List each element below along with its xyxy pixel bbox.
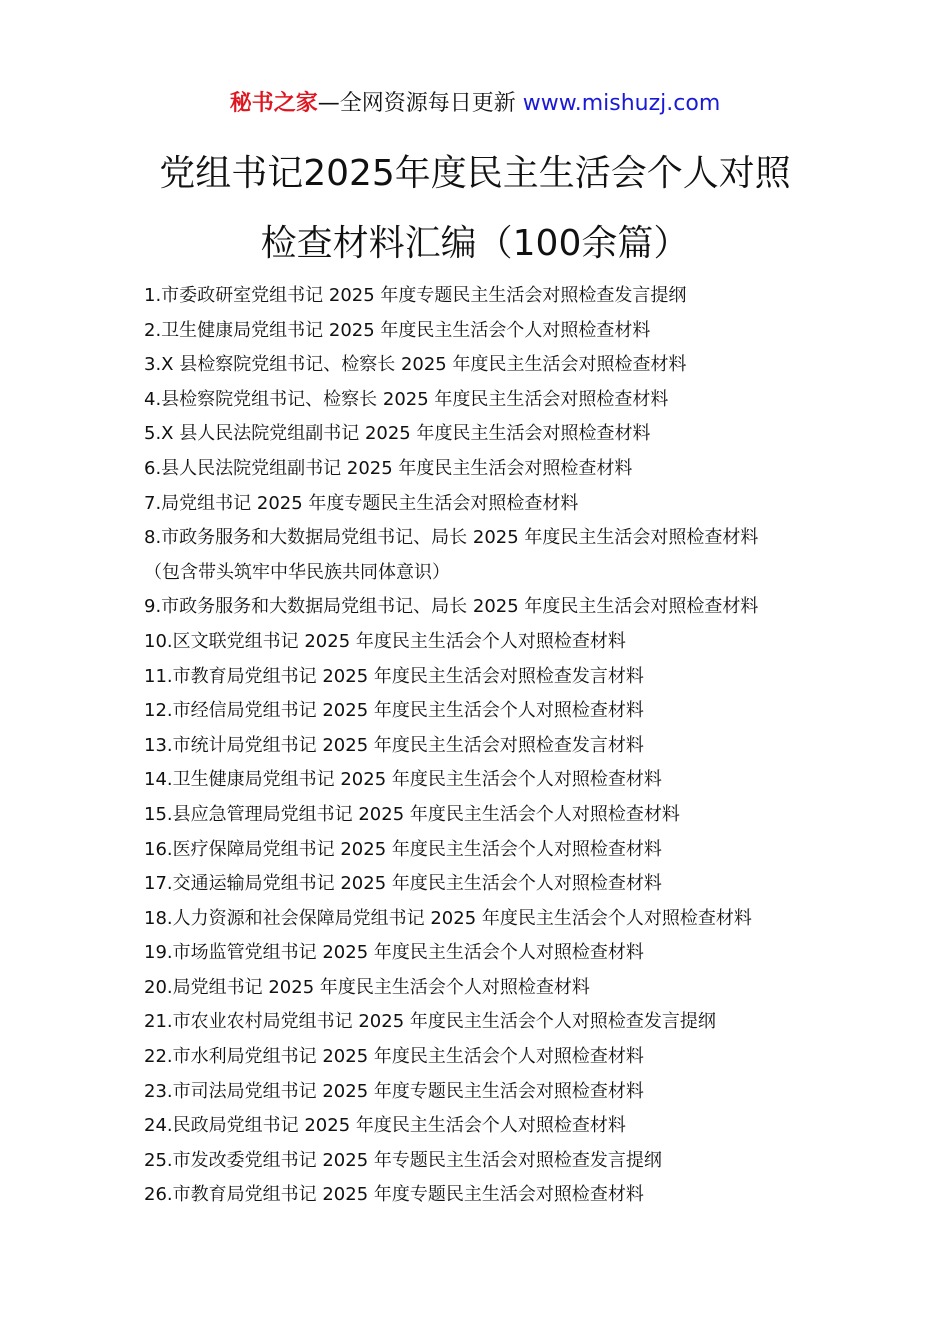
toc-item-text: 18.人力资源和社会保障局党组书记 2025 年度民主生活会个人对照检查材料 [144, 907, 752, 929]
document-title-line2: 检查材料汇编（100余篇） [260, 223, 690, 264]
toc-item-text: 11.市教育局党组书记 2025 年度民主生活会对照检查发言材料 [144, 665, 644, 687]
toc-item-text: 1.市委政研室党组书记 2025 年度专题民主生活会对照检查发言提纲 [144, 285, 687, 306]
site-url-link[interactable]: www.mishuzj.com [522, 91, 721, 116]
toc-item-text: 14.卫生健康局党组书记 2025 年度民主生活会个人对照检查材料 [144, 769, 662, 791]
toc-item-text: 6.县人民法院党组副书记 2025 年度民主生活会对照检查材料 [144, 457, 633, 479]
toc-item [144, 936, 824, 971]
toc-item-text: 26.市教育局党组书记 2025 年度专题民主生活会对照检查材料 [144, 1184, 644, 1206]
toc-item-text: 13.市统计局党组书记 2025 年度民主生活会对照检查发言材料 [144, 734, 644, 756]
toc-item [144, 590, 824, 625]
toc-item-text: 10.区文联党组书记 2025 年度民主生活会个人对照检查材料 [144, 630, 626, 652]
toc-item [144, 279, 824, 314]
toc-item-text: 21.市农业农村局党组书记 2025 年度民主生活会个人对照检查发言提纲 [144, 1011, 716, 1033]
toc-item [144, 1040, 824, 1075]
site-header [0, 88, 950, 120]
toc-item [144, 729, 824, 764]
brand-name: 秘书之家 [229, 91, 318, 116]
toc-item-text: 17.交通运输局党组书记 2025 年度民主生活会个人对照检查材料 [144, 873, 662, 895]
toc-item [144, 487, 824, 522]
toc-item-text: 8.市政务服务和大数据局党组书记、局长 2025 年度民主生活会对照检查材料 [144, 527, 759, 549]
toc-item-text: 4.县检察院党组书记、检察长 2025 年度民主生活会对照检查材料 [144, 388, 669, 410]
toc-item [144, 660, 824, 695]
toc-item-text: 24.民政局党组书记 2025 年度民主生活会个人对照检查材料 [144, 1115, 626, 1137]
toc-item [144, 971, 824, 1006]
toc-item [144, 383, 824, 418]
toc-item [144, 417, 824, 452]
toc-item-text: 25.市发改委党组书记 2025 年专题民主生活会对照检查发言提纲 [144, 1149, 662, 1171]
toc-item [144, 1005, 824, 1040]
header-tagline: —全网资源每日更新 [317, 91, 516, 116]
toc-item-text: 22.市水利局党组书记 2025 年度民主生活会个人对照检查材料 [144, 1046, 644, 1068]
toc-item [144, 902, 824, 937]
toc-item [144, 1178, 824, 1213]
toc-item-text: 2.卫生健康局党组书记 2025 年度民主生活会个人对照检查材料 [144, 319, 651, 341]
toc-item-text: 7.局党组书记 2025 年度专题民主生活会对照检查材料 [144, 492, 579, 514]
table-of-contents [144, 279, 824, 1213]
toc-item [144, 1144, 824, 1179]
toc-item [144, 452, 824, 487]
toc-item [144, 521, 824, 590]
toc-item-text: 20.局党组书记 2025 年度民主生活会个人对照检查材料 [144, 976, 590, 998]
toc-item [144, 833, 824, 868]
toc-item-text: 19.市场监管党组书记 2025 年度民主生活会个人对照检查材料 [144, 942, 644, 964]
toc-item [144, 763, 824, 798]
toc-item-text: 3.X 县检察院党组书记、检察长 2025 年度民主生活会对照检查材料 [144, 354, 687, 376]
toc-item [144, 625, 824, 660]
toc-item [144, 348, 824, 383]
document-title-line1: 党组书记2025年度民主生活会个人对照 [159, 153, 791, 194]
toc-item-text: 5.X 县人民法院党组副书记 2025 年度民主生活会对照检查材料 [144, 423, 651, 445]
toc-item [144, 867, 824, 902]
toc-item [144, 314, 824, 349]
toc-item-text: 12.市经信局党组书记 2025 年度民主生活会个人对照检查材料 [144, 700, 644, 722]
toc-item-text: 16.医疗保障局党组书记 2025 年度民主生活会个人对照检查材料 [144, 838, 662, 860]
toc-item-continuation: （包含带头筑牢中华民族共同体意识） [144, 561, 450, 583]
toc-item [144, 798, 824, 833]
toc-item [144, 694, 824, 729]
toc-item [144, 1075, 824, 1110]
toc-item [144, 1109, 824, 1144]
toc-item-text: 9.市政务服务和大数据局党组书记、局长 2025 年度民主生活会对照检查材料 [144, 596, 759, 618]
toc-item-text: 15.县应急管理局党组书记 2025 年度民主生活会个人对照检查材料 [144, 803, 680, 825]
toc-item-text: 23.市司法局党组书记 2025 年度专题民主生活会对照检查材料 [144, 1080, 644, 1102]
